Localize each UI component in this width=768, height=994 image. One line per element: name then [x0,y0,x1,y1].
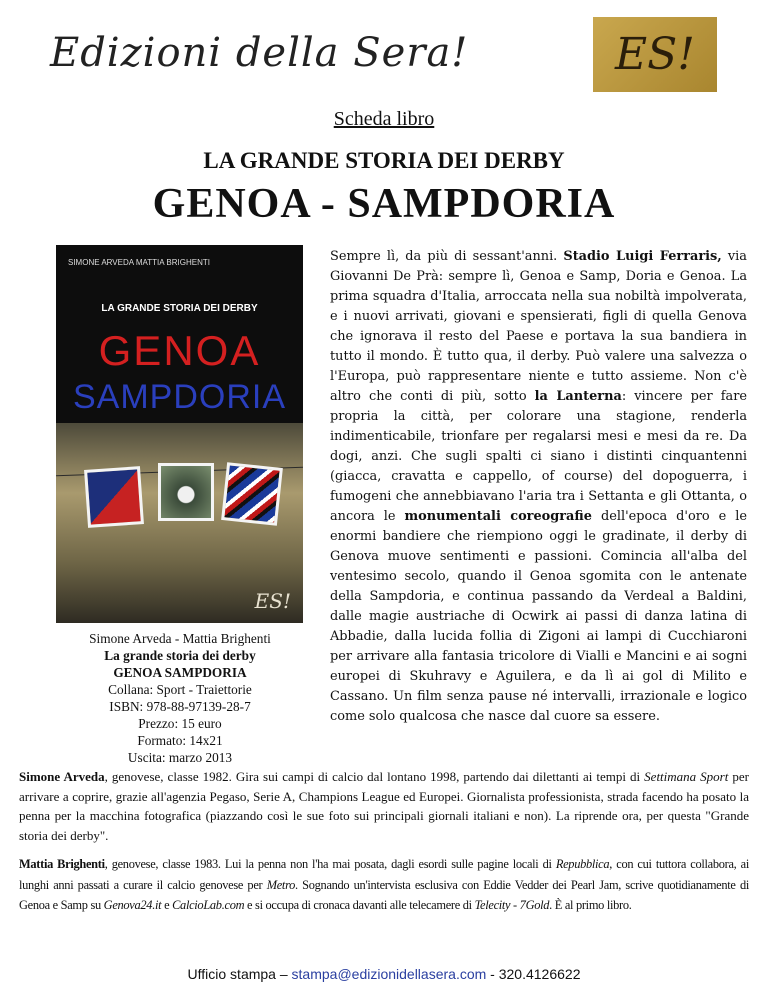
publisher-logo [593,17,717,92]
bio-text: , con cui tuttora collabora, ai lunghi anni passati a curare il calcio genovese per [19,857,749,892]
meta-authors: Simone Arveda - Mattia Brighenti [89,631,271,646]
desc-text: : vincere per fare propria la città, per colorare una stagione, renderla indimenticabile, trionfare per regalarsi mesi e mesi da re. Da dogi, anzi. Che sugli spalti ci siano i distinti cinquantenni (giacca, cravatta e cappello, of course) del dopoguerra, i fumogeni che annebbiavano l'aria tra i Settanta e gli Ottanta, o ancora le [330,389,747,524]
meta-uscita: Uscita: marzo 2013 [127,750,233,765]
bio-text: . È al primo libro. [549,898,632,912]
meta-formato: Formato: 14x21 [137,733,223,748]
bio-italic: Settimana Sport [644,769,729,784]
book-details [40,630,320,766]
desc-bold: la Lanterna [534,389,622,404]
bio-name: Simone Arveda [19,769,105,784]
bio-italic: CalcioLab.com [172,898,245,912]
footer-phone: - 320.4126622 [486,966,581,982]
footer-email-link[interactable]: stampa@edizionidellasera.com [291,966,487,982]
cover-publisher-mark: ES! [254,589,291,613]
footer-label: Ufficio stampa – [187,966,292,982]
press-office-footer [0,966,768,982]
bio-italic: Genova24.it [103,898,162,912]
meta-prezzo: Prezzo: 15 euro [138,716,222,731]
cover-team-sampdoria: SAMPDORIA [72,378,287,416]
author-bio-arveda [19,767,749,845]
bio-text: . Sognando un'intervista esclusiva con Eddie Vedder dei Pearl Jam, scrive quotidianamente di Genoa e Samp su [19,877,749,912]
page-title: GENOA - SAMPDORIA [152,181,616,227]
desc-bold: monumentali coreografie [404,509,592,524]
meta-isbn: ISBN: 978-88-97139-28-7 [109,699,251,714]
bio-text: e [161,898,173,912]
bio-name: Mattia Brighenti [19,857,105,871]
cover-authors: SIMONE ARVEDA MATTIA BRIGHENTI [68,258,210,267]
logo-mark: ES! [615,29,695,80]
meta-book-subtitle: GENOA SAMPDORIA [113,665,247,680]
bio-italic: Metro [266,877,296,892]
bio-text: e si occupa di cronaca davanti alle telecamere di [244,898,475,912]
book-description [330,247,747,727]
cover-team-genoa: GENOA [98,327,261,374]
meta-book-title: La grande storia dei derby [104,648,256,663]
bio-italic: Telecity - 7Gold [474,898,550,912]
bio-italic: Repubblica [555,857,610,871]
desc-text: via Giovanni De Prà: sempre lì, Genoa e Samp, Doria e Genoa. La prima squadra d'Italia, arroccata nella sua nobiltà impolverata, e i nuovi arrivati, giovani e spensierati, figli di quella Genova che ignorava il resto del Paese e portava la sua bandiera in tutto il mondo. È tutto qua, il derby. Può valere una salvezza o l'Europa, può rappresentare niente e tutto assieme. Non c'è altro che conti di più, sotto [330,249,747,404]
cover-flag-sampdoria [221,462,283,526]
bio-text: , genovese, classe 1982. Gira sui campi di calcio dal lontano 1998, partendo dai dilettanti ai tempi di [104,769,645,784]
desc-bold: Stadio Luigi Ferraris, [563,249,722,264]
desc-text: dell'epoca d'oro e le enormi bandiere che riempiono oggi le gradinate, il derby di Genova muove sentimenti e passioni. Comincia all'alba del ventesimo secolo, quando il Genoa sgomita con le antenate della Sampdoria, e continua passando da Verdeal a Baldini, dalle magie austriache di Ocwirk ai passi di danza latina di Abbadie, dalla lucida follia di Zigoni ai lampi di Cucchiaroni per arrivare alla fantasia tricolore di Vialli e Mancini e ai sogni europei di Skuhravy e Aguilera, e da lì ai gol di Milito e Cassano. Un film senza pause né intervalli, irrazionale e logico come solo qualcosa che nasce dal cuore sa essere. [330,509,748,724]
page-subtitle: LA GRANDE STORIA DEI DERBY [203,148,565,173]
publisher-brand: Edizioni della Sera! [50,30,469,76]
cover-flag-genoa [84,466,144,528]
cover-photo-ball [158,463,214,521]
desc-text: Sempre lì, da più di sessant'anni. [330,249,564,264]
author-bio-brighenti [19,854,749,916]
book-cover [56,245,303,623]
bio-text: , genovese, classe 1983. Lui la penna non l'ha mai posata, dagli esordi sulle pagine locali di [104,857,556,871]
cover-series-title: LA GRANDE STORIA DEI DERBY [101,303,258,314]
meta-collana: Collana: Sport - Traiettorie [108,682,252,697]
bio-text: per arrivare a coprire, grazie all'agenzia Pegaso, Serie A, Champions League ed Europei. Giornalista professionista, strada facendo ha posato la penna per la macchina fotografica (piazzando così le sue foto sui principali giornali italiani e non). La riprende ora, per questa "Grande storia dei derby". [19,769,749,843]
scheda-heading: Scheda libro [333,108,435,130]
